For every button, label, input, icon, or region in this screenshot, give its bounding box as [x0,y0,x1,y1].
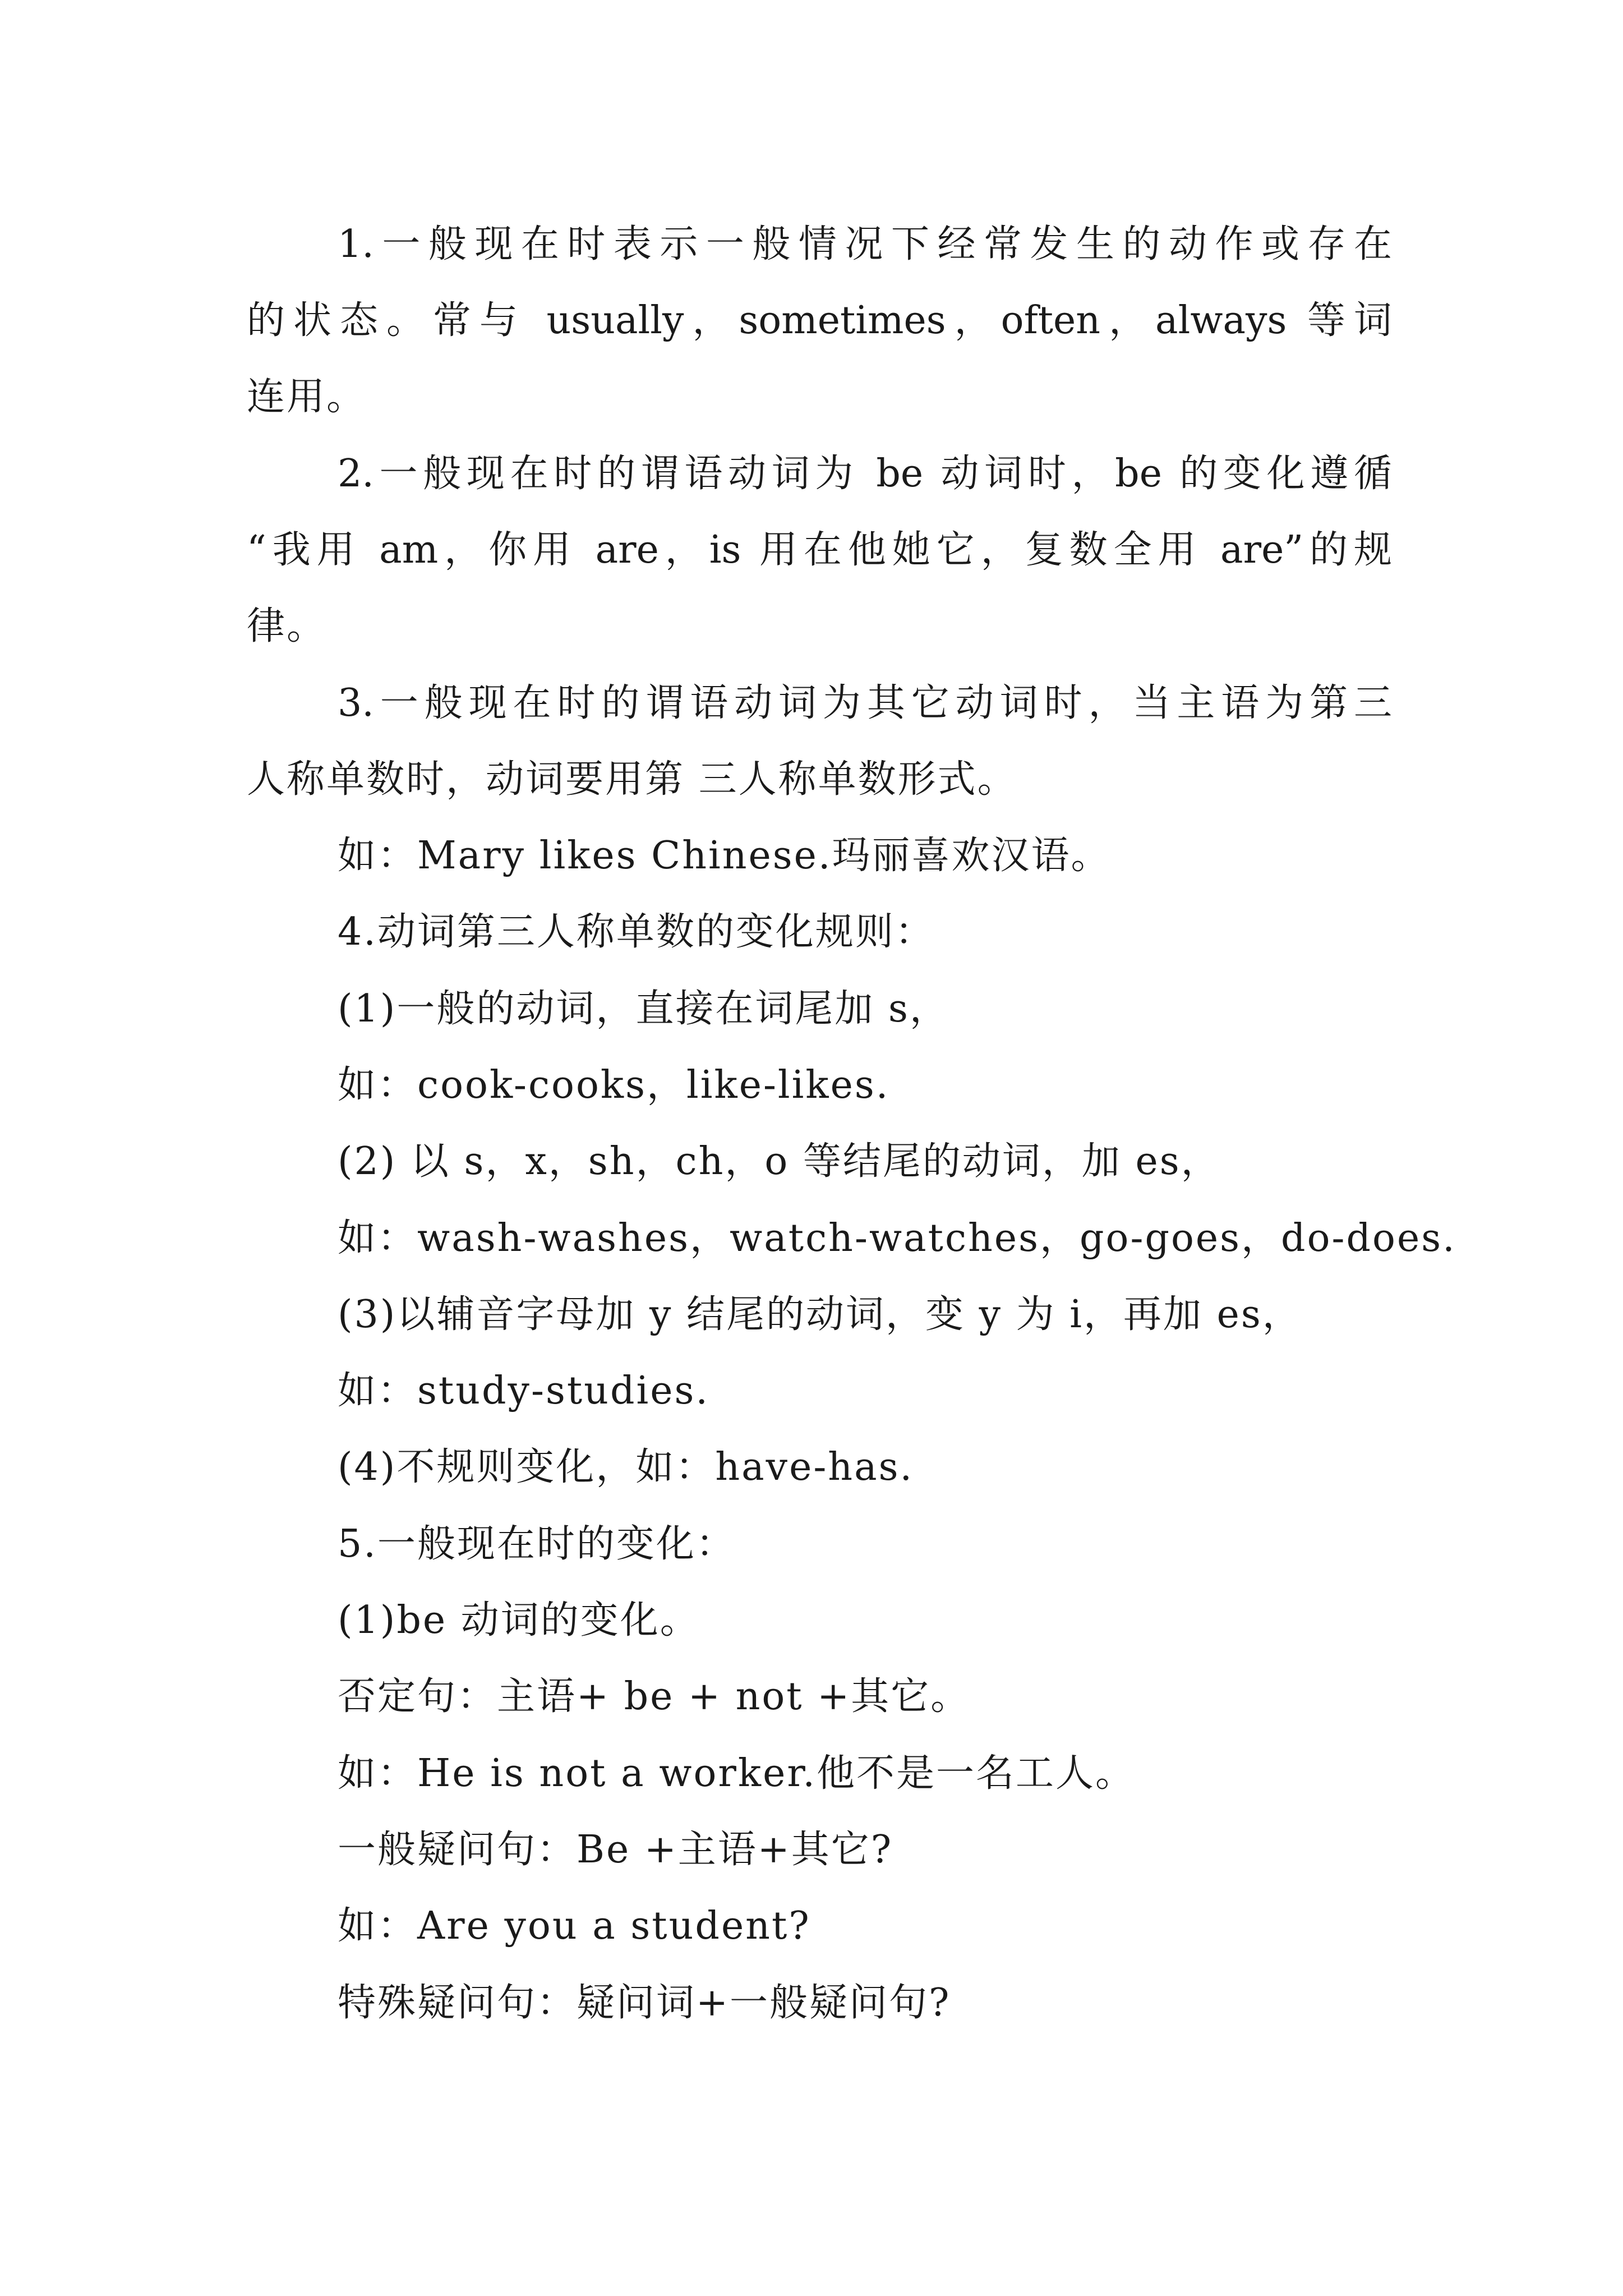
paragraph-2-line-3: 律。 [247,604,327,648]
paragraph-1-line-2: 的状态。常与 usually，sometimes，often，always 等词 [247,298,1392,343]
paragraph-1-line-1: 1.一般现在时表示一般情况下经常发生的动作或存在 [338,222,1392,266]
rule-4-2-example: 如：wash-washes，watch-watches，go-goes，do-does. [338,1216,1456,1260]
rule-4-3: (3)以辅音字母加 y 结尾的动词，变 y 为 i，再加 es， [338,1292,1302,1337]
general-question-form: 一般疑问句：Be +主语+其它? [338,1828,893,1872]
rule-4-4: (4)不规则变化，如：have-has. [338,1445,914,1489]
example-mary: 如：Mary likes Chinese.玛丽喜欢汉语。 [338,834,1111,878]
rule-4-3-example: 如：study-studies. [338,1369,709,1413]
rule-4-2: (2) 以 s，x，sh，ch，o 等结尾的动词，加 es， [338,1139,1221,1184]
paragraph-3-line-1: 3.一般现在时的谓语动词为其它动词时，当主语为第三 [338,681,1392,725]
general-question-example: 如：Are you a student? [338,1904,811,1948]
rule-4-1-example: 如：cook-cooks，like-likes. [338,1063,890,1107]
negative-example: 如：He is not a worker.他不是一名工人。 [338,1751,1135,1796]
paragraph-3-line-2: 人称单数时，动词要用第 三人称单数形式。 [247,757,1017,802]
paragraph-2-line-1: 2.一般现在时的谓语动词为 be 动词时，be 的变化遵循 [338,452,1392,496]
negative-form: 否定句：主语+ be + not +其它。 [338,1674,971,1719]
rule-4-1: (1)一般的动词，直接在词尾加 s， [338,987,949,1031]
rule-5-heading: 5.一般现在时的变化： [338,1522,736,1566]
special-question-form: 特殊疑问句：疑问词+一般疑问句? [338,1981,951,2025]
paragraph-1-line-3: 连用。 [247,375,367,419]
paragraph-2-line-2: “我用 am，你用 are，is 用在他她它，复数全用 are”的规 [247,528,1392,572]
rule-4-heading: 4.动词第三人称单数的变化规则： [338,910,935,954]
rule-5-1: (1)be 动词的变化。 [338,1598,700,1642]
